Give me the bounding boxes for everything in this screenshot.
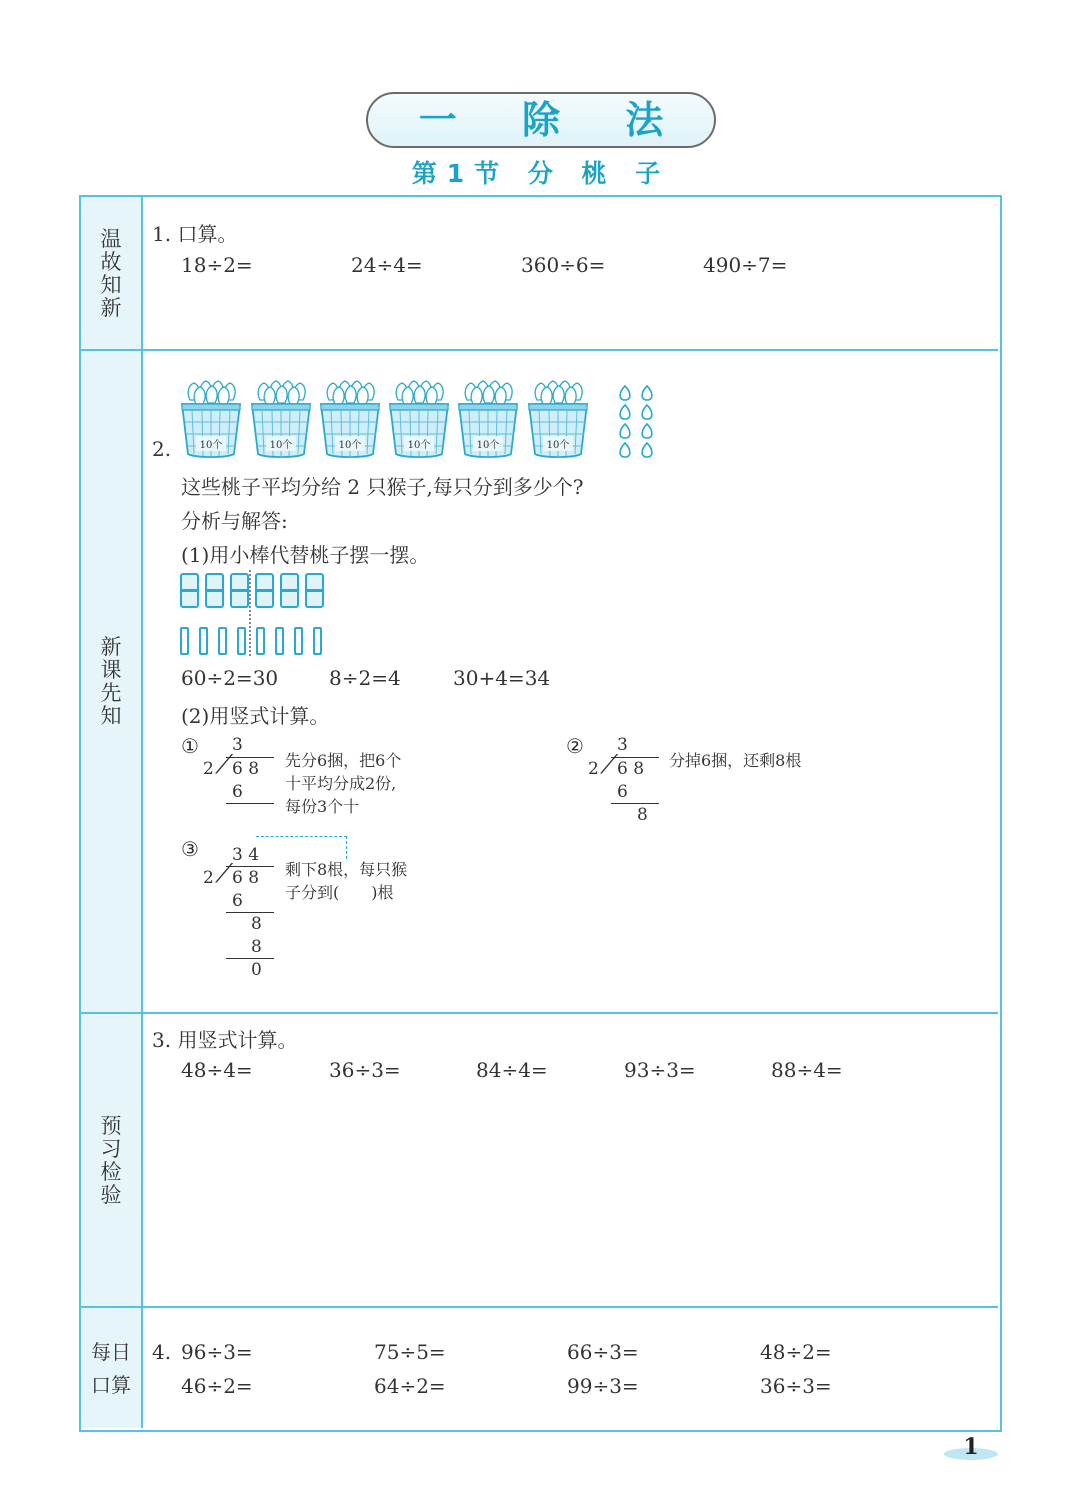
q3-item: 93÷3= [624,1058,696,1082]
q4-number: 4. [152,1340,172,1364]
stick-bundle [305,573,324,608]
peach-basket-illustration [180,380,242,458]
q2-number: 2. [152,437,172,461]
q2-step2: (2)用竖式计算。 [181,704,330,728]
division-2-dividend: 6 8 [617,759,645,779]
stick-bundle [230,573,249,608]
divider [81,1306,998,1308]
unit-title: 一 除 法 [418,98,690,142]
q3-label: 3. 用竖式计算。 [152,1028,298,1052]
section-label-daily: 每日 口算 [91,1340,131,1397]
stick [275,627,284,655]
division-3-note: 子分到( )根 [285,883,394,902]
division-2-line [611,803,659,804]
q1-item: 18÷2= [181,253,253,277]
q2-analysis-label: 分析与解答: [181,509,288,533]
peach-basket-illustration [457,380,519,458]
division-1-marker: ① [181,734,199,758]
stick [218,627,227,655]
peach-basket-illustration [319,380,381,458]
division-3-divisor: 2 [203,868,214,888]
division-2-divisor: 2 [588,759,599,779]
division-3-quotient: 3 4 [232,845,260,865]
division-1-divisor: 2 [203,759,214,779]
division-3-bracket: ⟋ [215,859,234,889]
divider [81,349,998,351]
q2-question: 这些桃子平均分给 2 只猴子,每只分到多少个? [181,475,584,499]
division-1-line [226,803,274,804]
q3-item: 88÷4= [771,1058,843,1082]
division-1-note: 先分6捆，把6个 [285,751,402,770]
basket-count-label: 10个 [543,436,573,451]
q4-item: 66÷3= [567,1340,639,1364]
answer-hint-box [256,836,347,859]
division-2-remainder: 8 [637,805,648,825]
stick [237,627,246,655]
stick-bundle [205,573,224,608]
stick [313,627,322,655]
divider [81,1012,998,1014]
division-1-quotient: 3 [232,735,243,755]
stick [294,627,303,655]
division-2-quotient: 3 [617,735,628,755]
q4-item: 64÷2= [374,1374,446,1398]
basket-count-label: 10个 [196,436,226,451]
division-3-product: 6 [232,891,243,911]
section-title: 第1节 分 桃 子 [411,159,671,188]
stick [256,627,265,655]
peach-basket-illustration [250,380,312,458]
q3-item: 36÷3= [329,1058,401,1082]
q1-item: 490÷7= [703,253,788,277]
q1-item: 360÷6= [521,253,606,277]
division-3-line2 [226,958,274,959]
division-3-dividend: 6 8 [232,868,260,888]
q4-item: 96÷3= [181,1340,253,1364]
section-label-review: 温故知新 [100,227,122,320]
q1-label: 1. 口算。 [152,222,238,246]
stick-bundle [180,573,199,608]
division-1-product: 6 [232,782,243,802]
division-3-product2: 8 [251,937,262,957]
section-label-preview: 预习检验 [100,1114,122,1207]
peach-basket-illustration [388,380,450,458]
division-2-product: 6 [617,782,628,802]
division-3-line [226,912,274,913]
loose-peaches-illustration [614,384,660,460]
basket-count-label: 10个 [404,436,434,451]
section-sidebar [81,197,143,1428]
division-3-final: 0 [251,960,262,980]
q4-item: 75÷5= [374,1340,446,1364]
basket-count-label: 10个 [473,436,503,451]
q4-item: 48÷2= [760,1340,832,1364]
division-2-note: 分掉6捆，还剩8根 [669,751,802,770]
basket-count-label: 10个 [266,436,296,451]
stick-bundle [280,573,299,608]
division-1-note: 每份3个十 [285,797,360,816]
split-divider [249,570,251,656]
basket-count-label: 10个 [335,436,365,451]
equation: 8÷2=4 [329,666,401,690]
division-1-note: 十平均分成2份, [285,774,397,793]
q4-item: 36÷3= [760,1374,832,1398]
q3-item: 48÷4= [181,1058,253,1082]
division-1-bracket: ⟋ [215,750,234,780]
page-number: 1 [963,1434,979,1460]
division-2-bracket: ⟋ [600,750,619,780]
equation: 30+4=34 [453,666,551,690]
q4-item: 99÷3= [567,1374,639,1398]
section-label-new-lesson: 新课先知 [100,635,122,728]
equation: 60÷2=30 [181,666,279,690]
q4-item: 46÷2= [181,1374,253,1398]
division-2-marker: ② [566,734,584,758]
division-3-marker: ③ [181,837,199,861]
stick [199,627,208,655]
q2-step1: (1)用小棒代替桃子摆一摆。 [181,543,430,567]
division-3-remainder: 8 [251,914,262,934]
peach-basket-illustration [527,380,589,458]
division-3-note: 剩下8根，每只猴 [285,860,408,879]
q1-item: 24÷4= [351,253,423,277]
stick-bundle [255,573,274,608]
division-1-dividend: 6 8 [232,759,260,779]
q3-item: 84÷4= [476,1058,548,1082]
stick [180,627,189,655]
